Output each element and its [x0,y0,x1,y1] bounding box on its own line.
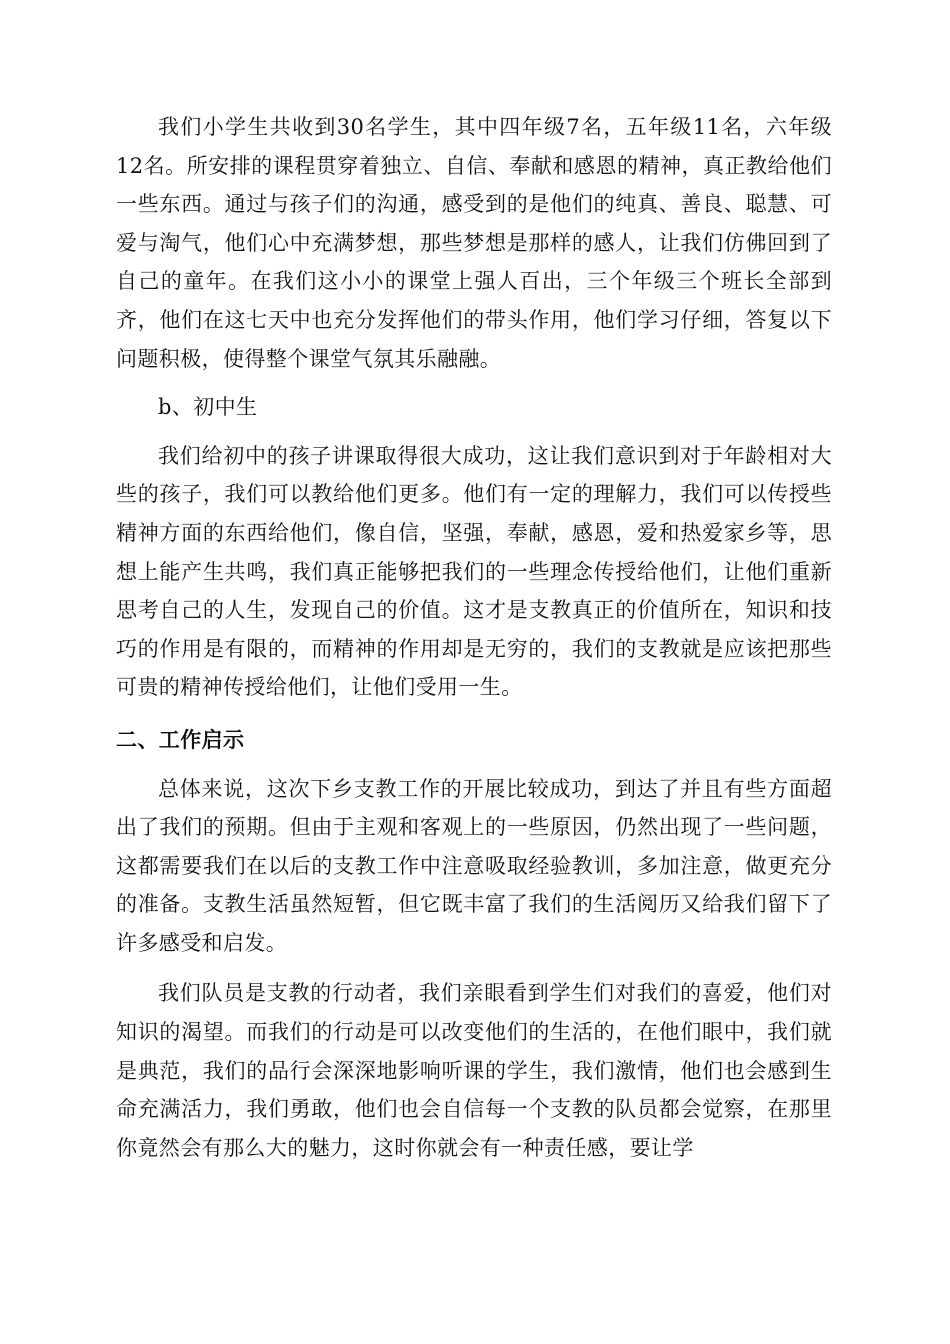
paragraph-primary-students: 我们小学生共收到30名学生，其中四年级7名，五年级11名，六年级12名。所安排的课程贯穿着独立、自信、奉献和感恩的精神，真正教给他们一些东西。通过与孩子们的沟通，感受到的是他们的纯真、善良、聪慧、可爱与淘气，他们心中充满梦想，那些梦想是那样的感人，让我们仿佛回到了自己的童年。在我们这小小的课堂上强人百出，三个年级三个班长全部到齐，他们在这七天中也充分发挥他们的带头作用，他们学习仔细，答复以下问题积极，使得整个课堂气氛其乐融融。 [116,115,832,371]
paragraph-junior-high-students: 我们给初中的孩子讲课取得很大成功，这让我们意识到对于年龄相对大些的孩子，我们可以教给他们更多。他们有一定的理解力，我们可以传授些精神方面的东西给他们，像自信，坚强，奉献，感恩，爱和热爱家乡等，思想上能产生共鸣，我们真正能够把我们的一些理念传授给他们，让他们重新思考自己的人生，发现自己的价值。这才是支教真正的价值所在，知识和技巧的作用是有限的，而精神的作用却是无穷的，我们的支教就是应该把那些可贵的精神传授给他们，让他们受用一生。 [116,443,832,700]
paragraph-overall-summary: 总体来说，这次下乡支教工作的开展比较成功，到达了并且有些方面超出了我们的预期。但由于主观和客观上的一些原因，仍然出现了一些问题，这都需要我们在以后的支教工作中注意吸取经验教训，多加注意，做更充分的准备。支教生活虽然短暂，但它既丰富了我们的生活阅历又给我们留下了许多感受和启发。 [116,776,832,955]
paragraph-volunteers-role: 我们队员是支教的行动者，我们亲眼看到学生们对我们的喜爱，他们对知识的渴望。而我们的行动是可以改变他们的生活的，在他们眼中，我们就是典范，我们的品行会深深地影响听课的学生，我们激情，他们也会感到生命充满活力，我们勇敢，他们也会自信每一个支教的队员都会觉察，在那里你竟然会有那么大的魅力，这时你就会有一种责任感，要让学 [116,981,832,1160]
subheading-junior-high: b、初中生 [158,395,258,420]
section-heading-work-insights: 二、工作启示 [116,727,245,752]
document-page [116,108,832,1167]
